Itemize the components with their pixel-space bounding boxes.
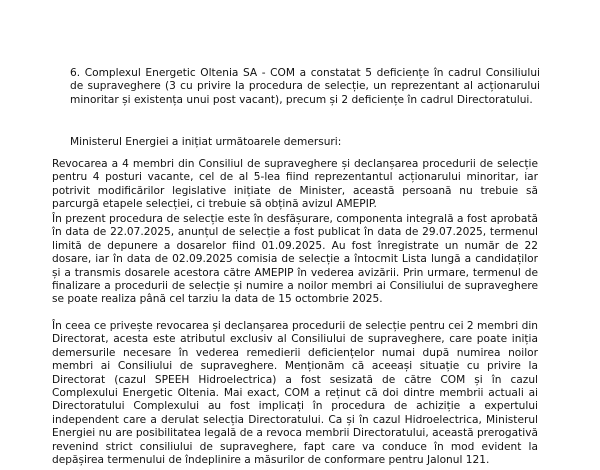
- paragraph-selection-status: În prezent procedura de selecție este în desfășurare, componenta integrală a fost aprobată în data de 22.07.2025, anunțul de selecție a fost publicat în data de 29.07.2025, termenul limită de depunere a dosarelor fiind 01.09.2025. Au fost înregistrate un număr de 22 dosare, iar în data de 02.09.2025 comisia de selecție a întocmit Lista lungă a candidaților și a transmis dosarele acestora către AMEPIP în vederea avizării. Prin urmare, termenul de finalizare a procedurii de selecție și numire a noilor membri ai Consiliului de supraveghere se poate realiza până cel tarziu la data de 15 octombrie 2025.: [52, 213, 538, 306]
- paragraph-directorate: În ceea ce privește revocarea și declanșarea procedurii de selecție pentru cei 2 membri din Directorat, acesta este atributul exclusiv al Consiliului de supraveghere, care poate iniția demersurile necesare în vederea remedierii deficiențelor numai după numirea noilor membri ai Consiliului de supraveghere. Menționăm că aceeași situație cu privire la Directorat (cazul SPEEH Hidroelectrica) a fost sesizată de către COM și în cazul Complexului Energetic Oltenia. Mai exact, COM a reținut că doi dintre membrii actuali ai Directoratului Complexului au fost implicați în procedura de achiziție a expertului independent care a derulat selecția Directoratului. Ca și în cazul Hidroelectrica, Ministerul Energiei nu are posibilitatea legală de a revoca membrii Directoratului, această prerogativă revenind strict consiliului de supraveghere, fapt care va conduce în mod evident la depășirea termenului de îndeplinire a măsurilor de conformare pentru Jalonul 121.: [52, 320, 538, 467]
- paragraph-intro: Ministerul Energiei a inițiat următoarele demersuri:: [70, 136, 342, 148]
- paragraph-item-6: 6. Complexul Energetic Oltenia SA - COM a constatat 5 deficiențe în cadrul Consiliului de supraveghere (3 cu privire la procedura de selecție, un reprezentant al acționarului minoritar și existența unui post vacant), precum și 2 deficiențe în cadrul Directoratului.: [70, 67, 540, 106]
- paragraph-revocation: Revocarea a 4 membri din Consiliul de supraveghere și declanșarea procedurii de selecție pentru 4 posturi vacante, cel de al 5-lea fiind reprezentantul acționarului minoritar, iar potrivit modificărilor legislative inițiate de Minister, această persoană nu trebuie să parcurgă etapele selecției, ci trebuie să obțină avizul AMEPIP.: [52, 158, 538, 211]
